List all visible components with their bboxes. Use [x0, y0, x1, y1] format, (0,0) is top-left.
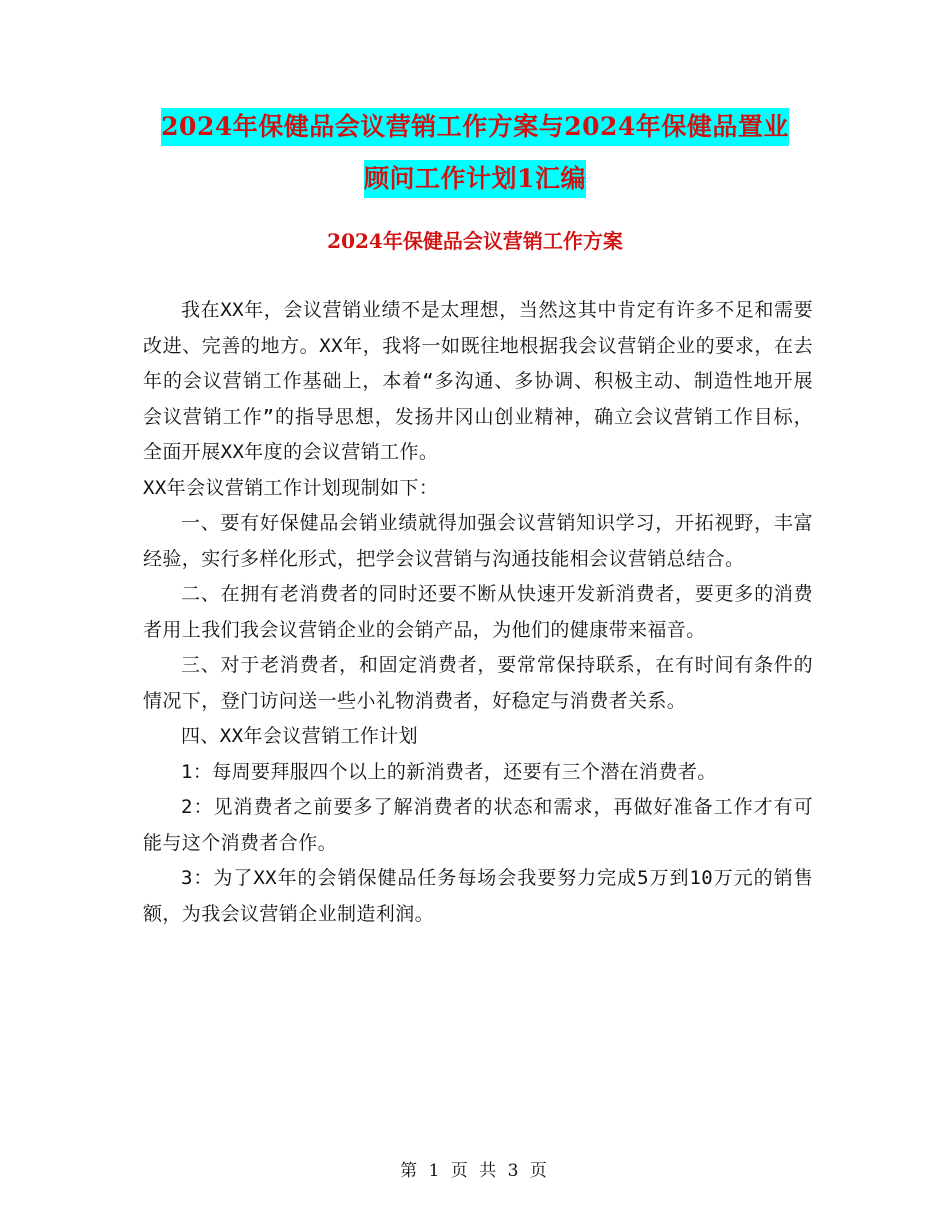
- title-line-2: 顾问工作计划1汇编: [364, 160, 586, 198]
- section-heading: 2024年保健品会议营销工作方案: [327, 229, 623, 253]
- paragraph-sub-2: 2：见消费者之前要多了解消费者的状态和需求，再做好准备工作才有可能与这个消费者合作。: [143, 796, 813, 854]
- title-line-1: 2024年保健品会议营销工作方案与2024年保健品置业: [161, 108, 789, 146]
- document-body: [143, 293, 813, 932]
- paragraph-item-3: 三、对于老消费者，和固定消费者，要常常保持联系，在有时间有条件的情况下，登门访问送一些小礼物消费者，好稳定与消费者关系。: [143, 654, 813, 712]
- paragraph-plan-intro: XX年会议营销工作计划现制如下：: [143, 476, 439, 499]
- page-footer: 第 1 页 共 3 页: [400, 1161, 550, 1181]
- paragraph-sub-1: 1：每周要拜服四个以上的新消费者，还要有三个潜在消费者。: [181, 760, 717, 783]
- paragraph-item-2: 二、在拥有老消费者的同时还要不断从快速开发新消费者，要更多的消费者用上我们我会议营销企业的会销产品，为他们的健康带来福音。: [143, 583, 813, 641]
- document-title: [0, 108, 950, 212]
- paragraph-sub-3: 3：为了XX年的会销保健品任务每场会我要努力完成5万到10万元的销售额，为我会议营销企业制造利润。: [143, 867, 813, 925]
- paragraph-item-4: 四、XX年会议营销工作计划: [181, 725, 419, 747]
- paragraph-intro: 我在XX年，会议营销业绩不是太理想，当然这其中肯定有许多不足和需要改进、完善的地方。XX年，我将一如既往地根据我会议营销企业的要求，在去年的会议营销工作基础上，本着“多沟通、多协调、积极主动、制造性地开展会议营销工作”的指导思想，发扬井冈山创业精神，确立会议营销工作目标，全面开展XX年度的会议营销工作。: [143, 299, 813, 463]
- paragraph-item-1: 一、要有好保健品会销业绩就得加强会议营销知识学习，开拓视野，丰富经验，实行多样化形式，把学会议营销与沟通技能相会议营销总结合。: [143, 512, 813, 570]
